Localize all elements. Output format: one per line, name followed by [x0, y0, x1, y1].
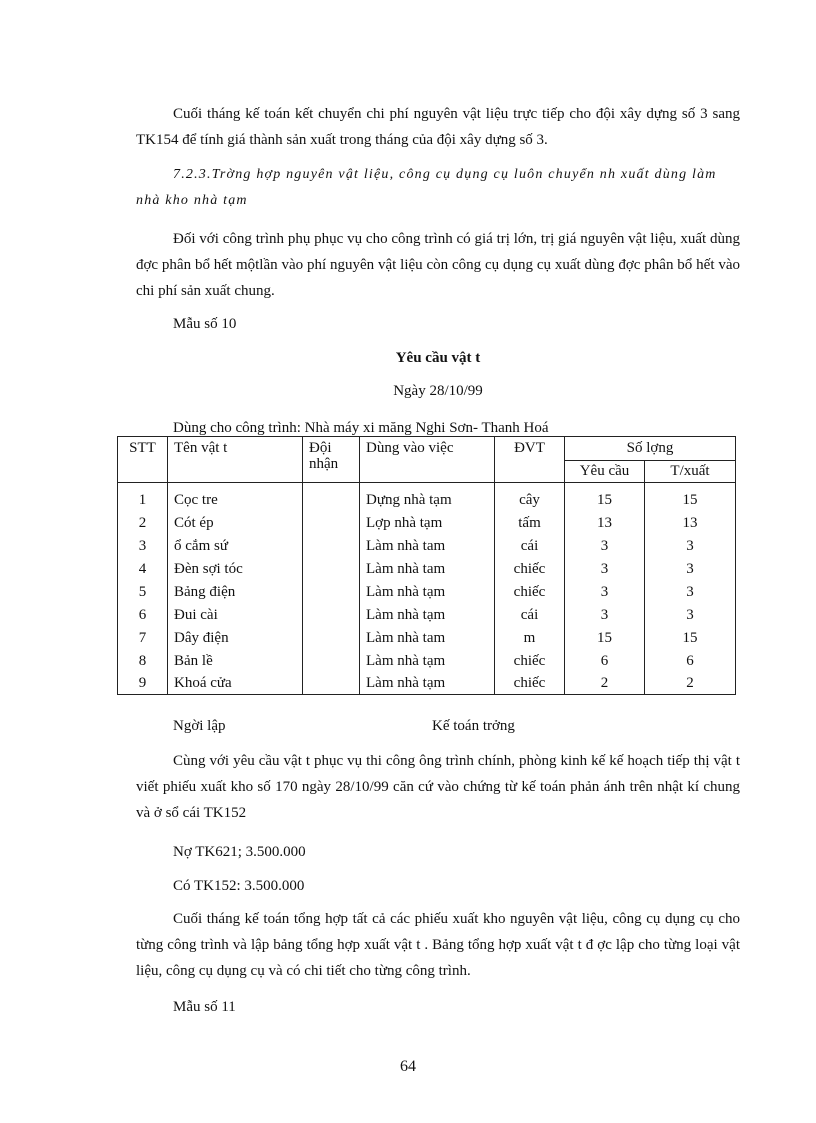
- cell-team: [303, 673, 360, 695]
- cell-unit: chiếc: [495, 673, 565, 695]
- paragraph-summary: Cuối tháng kế toán tổng hợp tất cả các phiếu xuất kho nguyên vật liệu, công cụ dụng cụ cho từng công trình và lập bảng tổng hợp xuất vật t . Bảng tổng hợp xuất vật t đ ợc lập cho từng loại vật liệu, công cụ dụng cụ và có chi tiết cho từng công trình.: [136, 911, 740, 979]
- header-unit: ĐVT: [495, 437, 565, 483]
- table-header-row: [118, 437, 736, 461]
- cell-use: Dựng nhà tạm: [360, 483, 495, 513]
- paragraph-issue-slip: Cùng với yêu cầu vật t phục vụ thi công ông trình chính, phòng kinh kế kế hoạch tiếp thị vật t viết phiếu xuất kho số 170 ngày 28/10/99 căn cứ vào chứng từ kế toán phản ánh trên nhật kí chung và ở sổ cái TK152: [136, 753, 740, 821]
- cell-use: Lợp nhà tạm: [360, 512, 495, 535]
- cell-team: [303, 604, 360, 627]
- table-row: [118, 512, 736, 535]
- form-label-11: Mẫu số 11: [173, 999, 236, 1015]
- entry-credit: Có TK152: 3.500.000: [173, 878, 305, 894]
- cell-issued: 15: [645, 627, 736, 650]
- cell-stt: 1: [118, 483, 168, 513]
- cell-unit: cái: [495, 535, 565, 558]
- header-requested: Yêu cầu: [565, 461, 645, 483]
- cell-team: [303, 535, 360, 558]
- cell-unit: chiếc: [495, 650, 565, 673]
- cell-unit: cây: [495, 483, 565, 513]
- table-row: [118, 535, 736, 558]
- cell-stt: 3: [118, 535, 168, 558]
- cell-issued: 15: [645, 483, 736, 513]
- cell-issued: 3: [645, 535, 736, 558]
- cell-team: [303, 650, 360, 673]
- header-issued: T/xuất: [645, 461, 736, 483]
- cell-issued: 3: [645, 604, 736, 627]
- cell-unit: cái: [495, 604, 565, 627]
- cell-requested: 6: [565, 650, 645, 673]
- cell-stt: 6: [118, 604, 168, 627]
- cell-requested: 15: [565, 483, 645, 513]
- cell-requested: 3: [565, 558, 645, 581]
- header-quantity: Số lợng: [565, 437, 736, 461]
- signature-chief-accountant: Kế toán trởng: [432, 718, 515, 734]
- cell-name: Bản lề: [168, 650, 303, 673]
- cell-unit: chiếc: [495, 558, 565, 581]
- cell-stt: 7: [118, 627, 168, 650]
- cell-issued: 6: [645, 650, 736, 673]
- cell-team: [303, 558, 360, 581]
- cell-requested: 3: [565, 581, 645, 604]
- table-row: [118, 581, 736, 604]
- section-heading: 7.2.3.Trờng hợp nguyên vật liệu, công cụ dụng cụ luôn chuyển nh xuất dùng làm nhà kho nhà tạm: [136, 167, 717, 208]
- page-number: 64: [400, 1058, 416, 1075]
- table-row: [118, 627, 736, 650]
- cell-requested: 15: [565, 627, 645, 650]
- cell-name: ổ cắm sứ: [168, 535, 303, 558]
- cell-requested: 2: [565, 673, 645, 695]
- form-project: Dùng cho công trình: Nhà máy xi măng Nghi Sơn- Thanh Hoá: [173, 420, 549, 436]
- cell-use: Làm nhà tạm: [360, 604, 495, 627]
- cell-stt: 2: [118, 512, 168, 535]
- cell-issued: 3: [645, 558, 736, 581]
- header-name: Tên vật t: [168, 437, 303, 483]
- cell-name: Đui cài: [168, 604, 303, 627]
- material-request-table: [117, 436, 736, 695]
- cell-stt: 5: [118, 581, 168, 604]
- cell-issued: 3: [645, 581, 736, 604]
- cell-use: Làm nhà tam: [360, 535, 495, 558]
- cell-use: Làm nhà tạm: [360, 673, 495, 695]
- cell-use: Làm nhà tạm: [360, 650, 495, 673]
- cell-stt: 9: [118, 673, 168, 695]
- cell-use: Làm nhà tam: [360, 558, 495, 581]
- cell-team: [303, 512, 360, 535]
- cell-stt: 8: [118, 650, 168, 673]
- table-row: [118, 558, 736, 581]
- cell-use: Làm nhà tam: [360, 627, 495, 650]
- entry-debit: Nợ TK621; 3.500.000: [173, 844, 306, 860]
- cell-unit: tấm: [495, 512, 565, 535]
- cell-name: Cót ép: [168, 512, 303, 535]
- cell-requested: 13: [565, 512, 645, 535]
- table-row: [118, 483, 736, 513]
- form-date: Ngày 28/10/99: [393, 383, 483, 399]
- form-title: Yêu cầu vật t: [395, 350, 481, 366]
- cell-unit: chiếc: [495, 581, 565, 604]
- cell-name: Cọc tre: [168, 483, 303, 513]
- table-row: [118, 604, 736, 627]
- cell-team: [303, 627, 360, 650]
- cell-requested: 3: [565, 535, 645, 558]
- paragraph-allocation: Đối với công trình phụ phục vụ cho công trình có giá trị lớn, trị giá nguyên vật liệu, xuất dùng đợc phân bổ hết mộtlần vào phí nguyên vật liệu còn công cụ dụng cụ xuất dùng đợc phân bổ hết vào chi phí sản xuất chung.: [136, 231, 740, 299]
- cell-stt: 4: [118, 558, 168, 581]
- paragraph-cost-transfer: Cuối tháng kế toán kết chuyển chi phí nguyên vật liệu trực tiếp cho đội xây dựng số 3 sang TK154 để tính giá thành sản xuất trong tháng của đội xây dựng số 3.: [136, 106, 740, 148]
- header-team: Đội nhận: [303, 437, 360, 483]
- cell-team: [303, 483, 360, 513]
- cell-name: Bảng điện: [168, 581, 303, 604]
- cell-name: Đèn sợi tóc: [168, 558, 303, 581]
- header-stt: STT: [118, 437, 168, 483]
- cell-team: [303, 581, 360, 604]
- cell-issued: 2: [645, 673, 736, 695]
- cell-name: Khoá cửa: [168, 673, 303, 695]
- cell-use: Làm nhà tạm: [360, 581, 495, 604]
- cell-name: Dây điện: [168, 627, 303, 650]
- table-row: [118, 673, 736, 695]
- table-row: [118, 650, 736, 673]
- cell-unit: m: [495, 627, 565, 650]
- form-label-10: Mẫu số 10: [173, 316, 237, 332]
- signature-preparer: Ngời lập: [173, 718, 226, 734]
- header-use: Dùng vào việc: [360, 437, 495, 483]
- cell-requested: 3: [565, 604, 645, 627]
- cell-issued: 13: [645, 512, 736, 535]
